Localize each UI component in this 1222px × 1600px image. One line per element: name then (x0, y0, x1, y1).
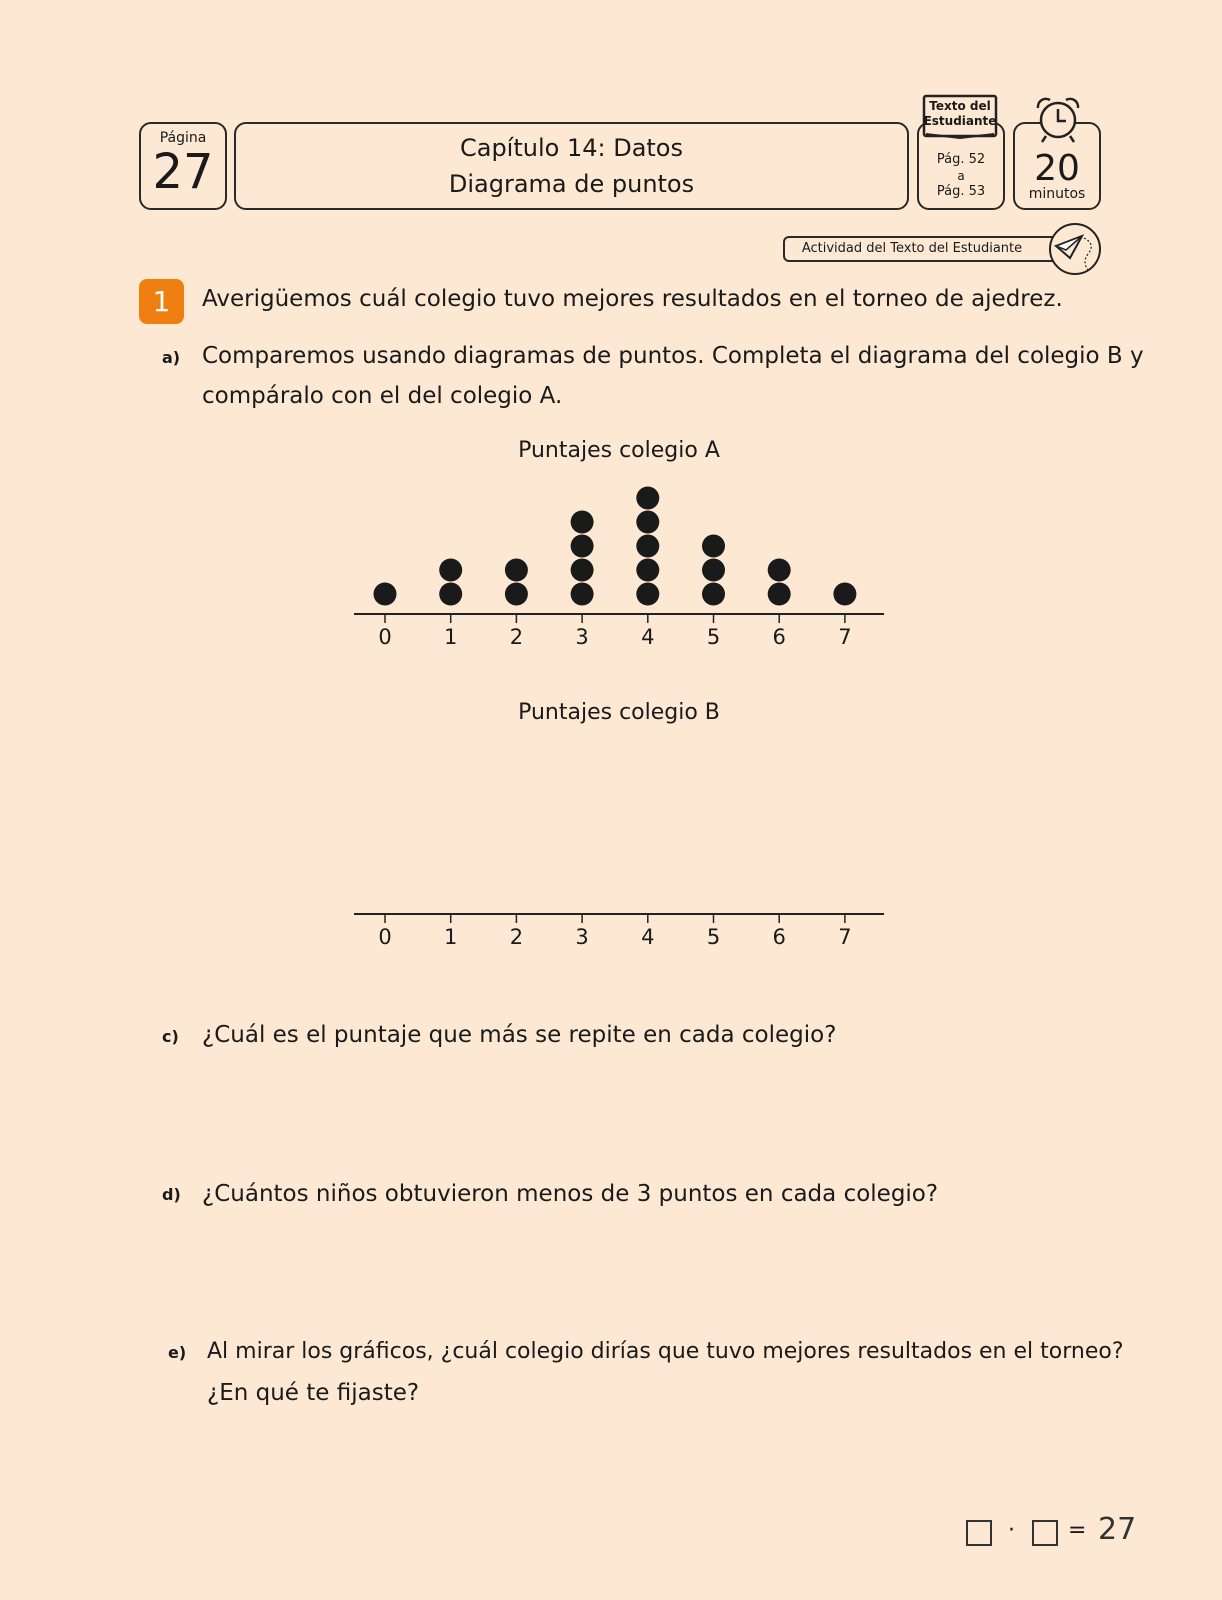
pages-to: Pág. 53 (936, 184, 986, 199)
plot-a-dot-4-4 (636, 511, 659, 534)
footer-equals: = (1068, 1518, 1087, 1543)
footer-dot: · (1008, 1518, 1015, 1543)
exercise-number-badge: 1 (139, 279, 184, 324)
textbook-badge-line1: Texto del (929, 99, 991, 113)
part-c-text: ¿Cuál es el puntaje que más se repite en cada colegio? (202, 1022, 837, 1048)
plot-b-tick-label-0: 0 (378, 925, 392, 949)
plot-a-dot-6-1 (768, 583, 791, 606)
part-d-label: d) (162, 1185, 181, 1204)
footer-result: 27 (1098, 1512, 1137, 1547)
plot-a-dot-2-1 (505, 583, 528, 606)
plot-a-dot-3-3 (571, 535, 594, 558)
plot-a-dot-4-5 (636, 487, 659, 510)
plot-a-tick-label-5: 5 (706, 625, 721, 649)
plot-a-dot-3-4 (571, 511, 594, 534)
plot-a-dot-6-2 (768, 559, 791, 582)
plot-b-tick-label-7: 7 (838, 925, 852, 949)
plot-a-dot-5-1 (702, 583, 725, 606)
plot-b-tick-label-1: 1 (444, 925, 458, 949)
exercise-prompt: Averigüemos cuál colegio tuvo mejores resultados en el torneo de ajedrez. (202, 286, 1063, 312)
plot-a-dot-3-2 (571, 559, 594, 582)
textbook-badge-line2: Estudiante (923, 114, 997, 128)
pages-a: a (957, 169, 965, 183)
time-unit: minutos (1028, 186, 1086, 202)
page-number-box (139, 122, 227, 210)
chapter-subtitle: Diagrama de puntos (448, 170, 695, 198)
part-e-line1: Al mirar los gráficos, ¿cuál colegio dirías que tuvo mejores resultados en el torneo? (207, 1339, 1124, 1364)
pages-from: Pág. 52 (936, 152, 986, 167)
page-label: Página (159, 130, 207, 146)
part-c-answer-area[interactable] (202, 1062, 1102, 1152)
chapter-title-box (234, 122, 909, 210)
plot-b-tick-label-5: 5 (706, 925, 721, 949)
plot-a-tick-label-6: 6 (772, 625, 786, 649)
part-e-label: e) (168, 1343, 187, 1362)
activity-tag (783, 236, 1059, 262)
page-number: 27 (152, 144, 214, 200)
plot-b-tick-label-6: 6 (772, 925, 786, 949)
plot-a-tick-label-3: 3 (575, 625, 589, 649)
part-d-text: ¿Cuántos niños obtuvieron menos de 3 puntos en cada colegio? (202, 1181, 939, 1207)
part-e-line2: ¿En qué te fijaste? (207, 1380, 420, 1406)
plot-a-dot-7-1 (833, 583, 856, 606)
part-c-label: c) (162, 1027, 179, 1046)
plot-b-title: Puntajes colegio B (518, 700, 720, 725)
plot-a-tick-label-7: 7 (838, 625, 852, 649)
paper-plane-icon (1048, 222, 1102, 276)
plot-a-tick-label-4: 4 (641, 625, 655, 649)
plot-a-dot-3-1 (571, 583, 594, 606)
plot-a-dot-4-1 (636, 583, 659, 606)
textbook-book-icon (922, 94, 998, 140)
plot-a-dot-0-1 (374, 583, 397, 606)
plot-a-tick-label-2: 2 (509, 625, 524, 649)
plot-a-title: Puntajes colegio A (518, 438, 720, 463)
plot-a-tick-label-1: 1 (444, 625, 458, 649)
plot-a-dot-1-2 (439, 559, 462, 582)
part-a-line1: Comparemos usando diagramas de puntos. Completa el diagrama del colegio B y (202, 343, 1144, 369)
part-a-label: a) (162, 348, 181, 367)
plot-b-tick-label-4: 4 (641, 925, 655, 949)
plot-a-dot-4-3 (636, 535, 659, 558)
plot-a-dot-4-2 (636, 559, 659, 582)
alarm-clock-icon (1032, 96, 1084, 146)
chapter-title: Capítulo 14: Datos (459, 134, 683, 162)
part-d-answer-area[interactable] (202, 1220, 1102, 1320)
footer-blank-square-1[interactable] (966, 1520, 992, 1546)
plot-a-dot-5-2 (702, 559, 725, 582)
part-a-line2: compáralo con el del colegio A. (202, 383, 563, 409)
footer-blank-square-2[interactable] (1032, 1520, 1058, 1546)
dot-plot-school-b[interactable] (340, 770, 900, 960)
dot-plot-school-a (340, 470, 900, 660)
plot-b-tick-label-3: 3 (575, 925, 589, 949)
plot-b-tick-label-2: 2 (509, 925, 524, 949)
time-value: 20 (1034, 148, 1080, 189)
plot-a-dot-5-3 (702, 535, 725, 558)
plot-a-dot-2-2 (505, 559, 528, 582)
plot-a-dot-1-1 (439, 583, 462, 606)
activity-label: Actividad del Texto del Estudiante (801, 241, 1023, 256)
plot-a-tick-label-0: 0 (378, 625, 392, 649)
